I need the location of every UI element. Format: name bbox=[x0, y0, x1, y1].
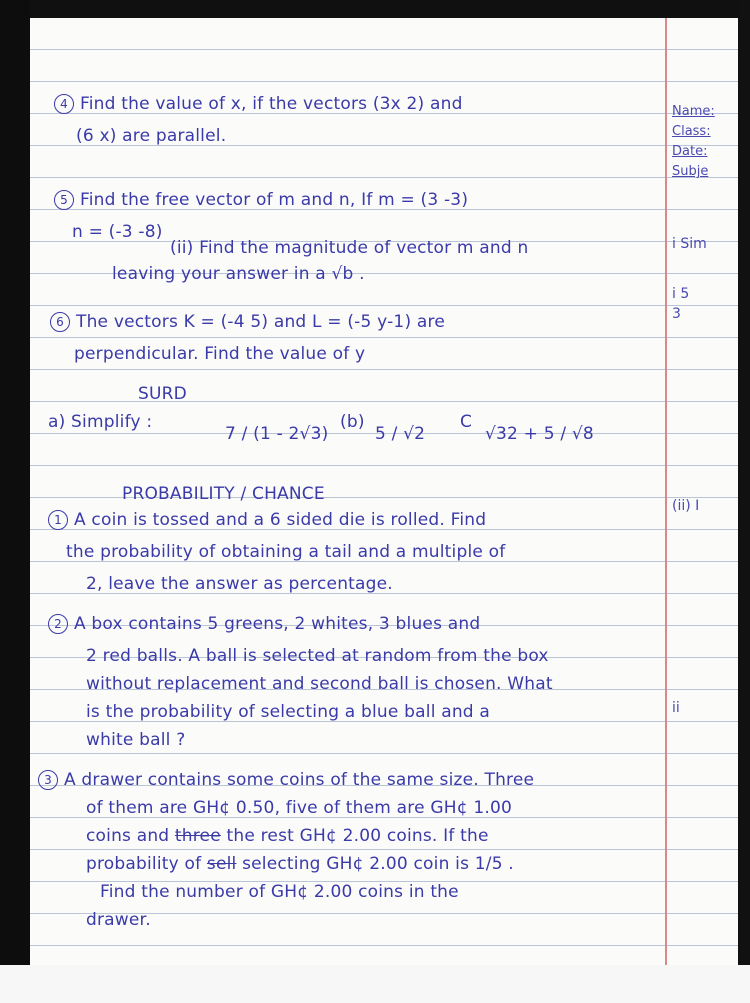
margin-note-4: (ii) I bbox=[672, 498, 700, 514]
prob-q1-line-2: the probability of obtaining a tail and a multiple of bbox=[66, 542, 506, 562]
question-number: 6 bbox=[50, 312, 70, 332]
margin-line bbox=[665, 18, 667, 965]
prob-q1-line-3: 2, leave the answer as percentage. bbox=[86, 574, 393, 594]
prob-q3-line-4: probability of sell selecting GH¢ 2.00 coin is 1/5 . bbox=[86, 854, 514, 874]
notebook-page bbox=[30, 18, 738, 965]
bottom-border bbox=[0, 965, 750, 1003]
prob-q3-line-1: 3 A drawer contains some coins of the same size. Three bbox=[38, 764, 534, 796]
surd-c-expression: √32 + 5 / √8 bbox=[485, 424, 594, 444]
question-number: 5 bbox=[54, 190, 74, 210]
question-4-line-1: 4 Find the value of x, if the vectors (3x 2) and bbox=[54, 88, 463, 120]
prob-q2-line-1: 2 A box contains 5 greens, 2 whites, 3 blues and bbox=[48, 608, 480, 640]
top-border bbox=[0, 0, 750, 18]
right-border bbox=[738, 0, 750, 1003]
question-number: 2 bbox=[48, 614, 68, 634]
prob-q3-line-2: of them are GH¢ 0.50, five of them are GH¢ 1.00 bbox=[86, 798, 512, 818]
question-6-line-2: perpendicular. Find the value of y bbox=[74, 344, 366, 364]
prob-q1-line-1: 1 A coin is tossed and a 6 sided die is rolled. Find bbox=[48, 504, 486, 536]
prob-q2-line-4: is the probability of selecting a blue ball and a bbox=[86, 702, 491, 722]
prob-q2-line-2: 2 red balls. A ball is selected at random from the box bbox=[86, 646, 549, 666]
prob-q3-line-5: Find the number of GH¢ 2.00 coins in the bbox=[100, 882, 459, 902]
probability-heading: PROBABILITY / CHANCE bbox=[122, 484, 325, 504]
margin-note-1: i Sim bbox=[672, 236, 707, 252]
question-5-line-3: (ii) Find the magnitude of vector m and n bbox=[170, 238, 529, 258]
surd-heading: SURD bbox=[138, 384, 187, 404]
margin-class: Class: bbox=[672, 124, 711, 139]
surd-simplify-label: a) Simplify : bbox=[48, 412, 153, 432]
margin-note-5: ii bbox=[672, 700, 680, 716]
prob-q2-line-5: white ball ? bbox=[86, 730, 186, 750]
question-6-line-1: 6 The vectors K = (-4 5) and L = (-5 y-1) are bbox=[50, 306, 445, 338]
margin-date: Date: bbox=[672, 144, 708, 159]
surd-c-label: C bbox=[460, 412, 473, 432]
prob-q2-line-3: without replacement and second ball is chosen. What bbox=[86, 674, 553, 694]
question-4-line-2: (6 x) are parallel. bbox=[76, 126, 227, 146]
question-number: 4 bbox=[54, 94, 74, 114]
margin-note-2: i 5 bbox=[672, 286, 690, 302]
question-number: 1 bbox=[48, 510, 68, 530]
question-number: 3 bbox=[38, 770, 58, 790]
margin-note-3: 3 bbox=[672, 306, 681, 322]
margin-subject: Subje bbox=[672, 164, 709, 179]
prob-q3-line-3: coins and three the rest GH¢ 2.00 coins. If the bbox=[86, 826, 489, 846]
surd-b-label: (b) bbox=[340, 412, 365, 432]
question-5-line-4: leaving your answer in a √b . bbox=[112, 264, 365, 284]
question-5-line-1: 5 Find the free vector of m and n, If m = (3 -3) bbox=[54, 184, 468, 216]
margin-name: Name: bbox=[672, 104, 715, 119]
question-5-line-2: n = (-3 -8) bbox=[72, 222, 163, 242]
surd-b-expression: 5 / √2 bbox=[375, 424, 426, 444]
surd-a-expression: 7 / (1 - 2√3) bbox=[225, 424, 329, 444]
prob-q3-line-6: drawer. bbox=[86, 910, 151, 930]
left-border bbox=[0, 0, 30, 1003]
